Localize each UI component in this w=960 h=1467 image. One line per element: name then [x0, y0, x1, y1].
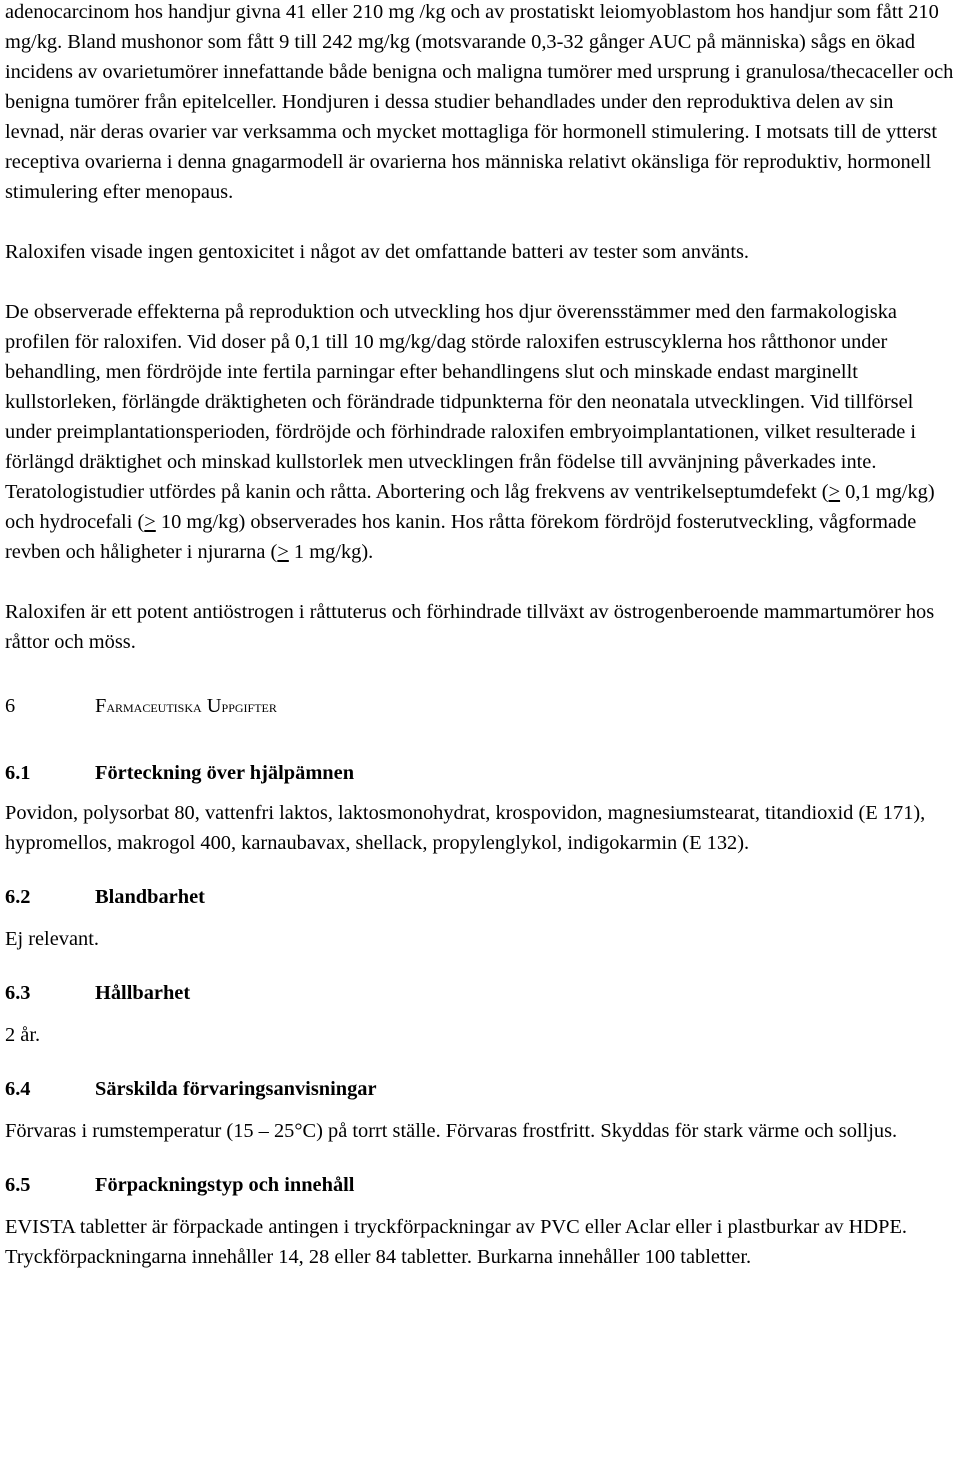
section-number: 6.5	[5, 1174, 31, 1196]
paragraph-reproduction	[5, 297, 955, 567]
reproduction-text-1: De observerade effekterna på reproduktion och utveckling hos djur överensstämmer med den farmakologiska profilen för raloxifen. Vid doser på 0,1 till 10 mg/kg/dag störde raloxifen estruscyklerna hos råtthonor under behandling, men fördröjde inte fertila parningar efter behandlingens slut och minskade endast marginellt kullstorleken, förlängde dräktigheten och förändrade tidpunkterna för den neonatala utvecklingen. Vid tillförsel under preimplantationsperioden, fördröjde och förhindrade raloxifen embryoimplantationen, vilket resulterade i förlängd dräktighet och minskad kullstorlek men utvecklingen från födelse till avvänjning påverkades inte. Teratologistudier utfördes på kanin och råtta. Abortering och låg frekvens av ventrikelseptumdefekt (	[5, 301, 917, 503]
section-body-6-2: Ej relevant.	[5, 928, 99, 950]
section-title: Hållbarhet	[95, 982, 191, 1004]
section-heading-6-5	[5, 1170, 955, 1200]
section-heading-6-2	[5, 882, 955, 912]
document-page	[5, 0, 955, 1272]
section-body-6-5: EVISTA tabletter är förpackade antingen i tryckförpackningar av PVC eller Aclar eller i plastburkar av HDPE. Tryckförpackningarna innehåller 14, 28 eller 84 tabletter. Burkarna innehåller 100 tabletter.	[5, 1216, 908, 1268]
greater-equal-symbol: >	[828, 481, 841, 503]
section-heading-6-4	[5, 1074, 955, 1104]
section-title: Förteckning över hjälpämnen	[95, 762, 355, 784]
reproduction-text-4: 1 mg/kg).	[288, 541, 374, 563]
section-number: 6.1	[5, 762, 31, 784]
section-title: Särskilda förvaringsanvisningar	[95, 1078, 377, 1100]
section-title: Förpackningstyp och innehåll	[95, 1174, 355, 1196]
paragraph-genotoxicity: Raloxifen visade ingen gentoxicitet i något av det omfattande batteri av tester som använts.	[5, 241, 750, 263]
reproduction-text-2: 0,1 mg/kg) och hydrocefali (	[5, 481, 935, 533]
section-body-6-3: 2 år.	[5, 1024, 41, 1046]
section-heading-6-1	[5, 758, 955, 788]
greater-equal-symbol: >	[144, 511, 156, 533]
section-heading-6-3	[5, 978, 955, 1008]
section-body-6-1: Povidon, polysorbat 80, vattenfri laktos, laktosmonohydrat, krospovidon, magnesiumstearat, titandioxid (E 171), hypromellos, makrogol 400, karnaubavax, shellack, propylenglykol, indigokarmin (E 132).	[5, 802, 926, 854]
section-body-6-4: Förvaras i rumstemperatur (15 – 25°C) på torrt ställe. Förvaras frostfritt. Skyddas för stark värme och solljus.	[5, 1120, 898, 1142]
paragraph-carcinogenicity: adenocarcinom hos handjur givna 41 eller 210 mg /kg och av prostatiskt leiomyoblastom hos handjur som fått 210 mg/kg. Bland mushonor som fått 9 till 242 mg/kg (motsvarande 0,3-32 gånger AUC på människa) sågs en ökad incidens av ovarietumörer innefattande både benigna och maligna tumörer med ursprung i granulosa/thecaceller och benigna tumörer från epitelceller. Hondjuren i dessa studier behandlades under den reproduktiva delen av sin levnad, när deras ovarier var verksamma och mycket mottagliga för hormonell stimulering. I motsats till de ytterst receptiva ovarierna i denna gnagarmodell är ovarierna hos människa relativt okänsliga för reproduktiv, hormonell stimulering efter menopaus.	[5, 1, 954, 203]
greater-equal-symbol: >	[277, 541, 289, 563]
paragraph-antiestrogen: Raloxifen är ett potent antiöstrogen i råttuterus och förhindrade tillväxt av östrogenberoende mammartumörer hos råttor och möss.	[5, 601, 935, 653]
section-number: 6.3	[5, 982, 31, 1004]
section-number: 6	[5, 695, 16, 717]
reproduction-text-3: 10 mg/kg) observerades hos kanin. Hos råtta förekom fördröjd fosterutveckling, vågformade revben och håligheter i njurarna (	[5, 511, 917, 563]
section-title: Farmaceutiska Uppgifter	[95, 695, 277, 717]
section-title: Blandbarhet	[95, 886, 205, 908]
section-number: 6.2	[5, 886, 31, 908]
section-number: 6.4	[5, 1078, 31, 1100]
section-heading-6	[5, 691, 955, 722]
